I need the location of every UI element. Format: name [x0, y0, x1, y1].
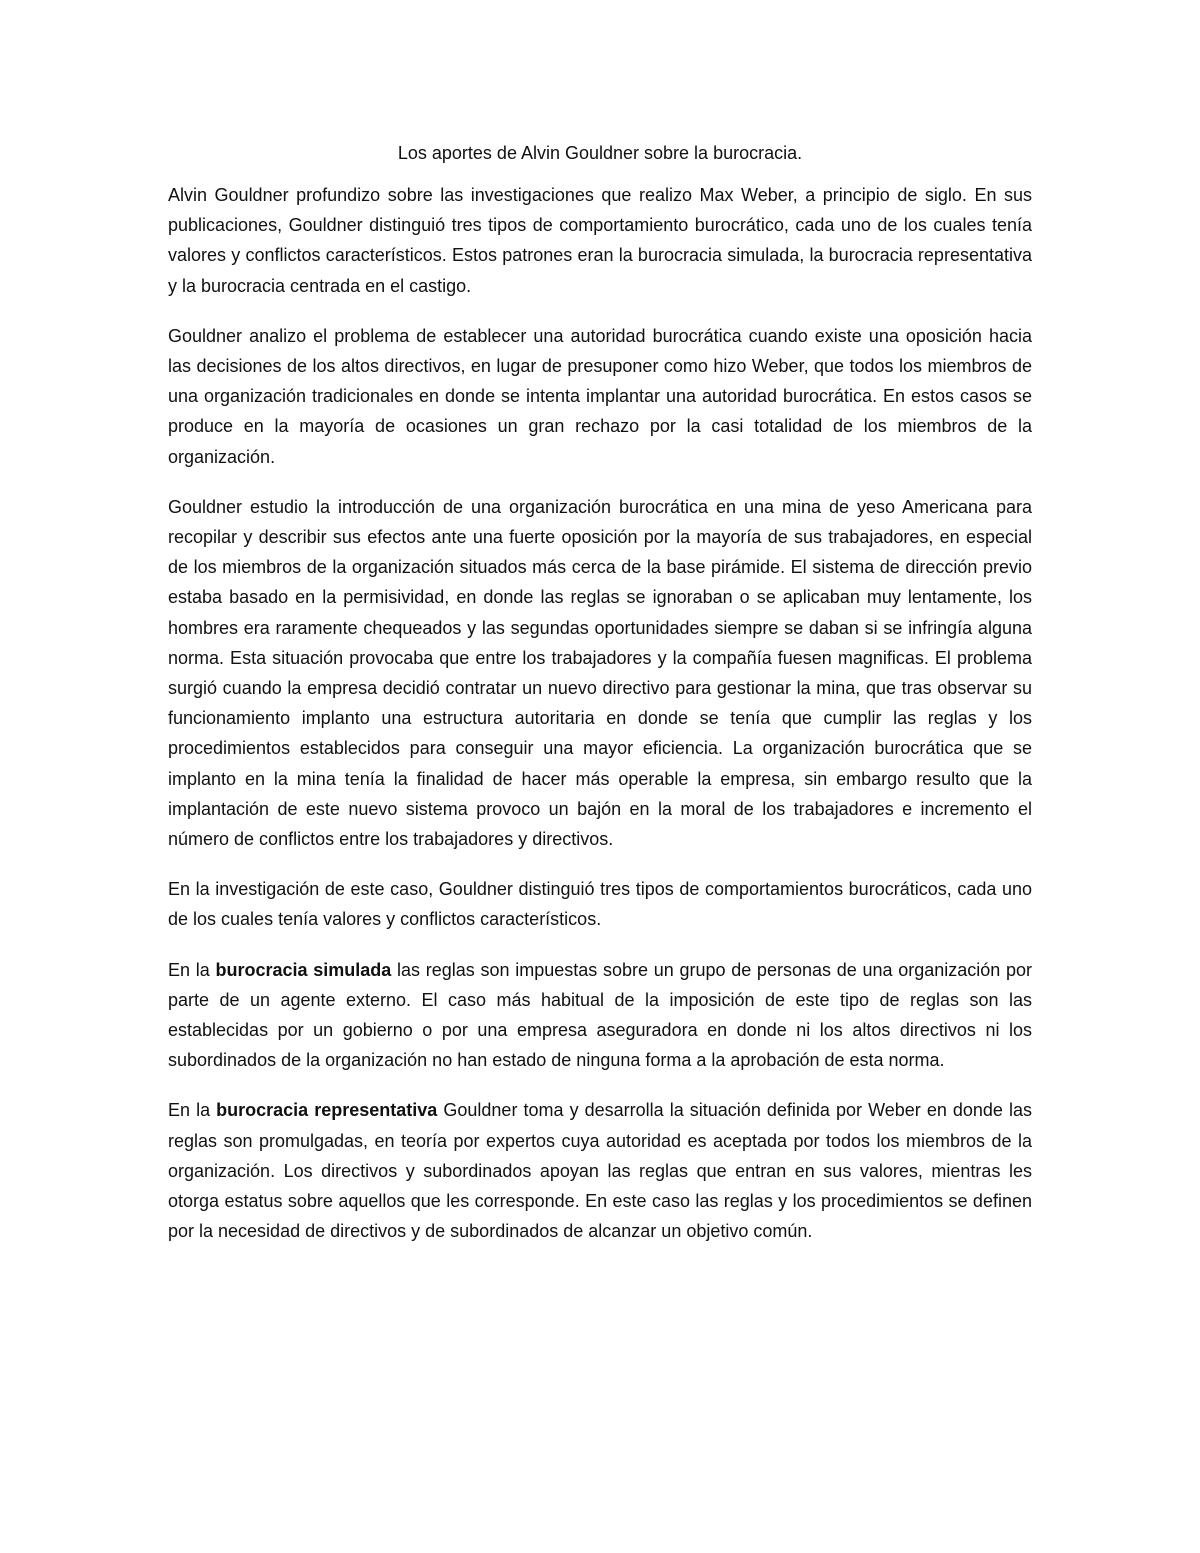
- paragraph-text: Gouldner toma y desarrolla la situación definida por Weber en donde las reglas son promulgadas, en teoría por expertos cuya autoridad es aceptada por todos los miembros de la organización. Los directivos y subordinados apoyan las reglas que entran en sus valores, mientras les otorga estatus sobre aquellos que les corresponde. En este caso las reglas y los procedimientos se definen por la necesidad de directivos y de subordinados de alcanzar un objetivo común.: [168, 1100, 1033, 1242]
- paragraph-text: las reglas son impuestas sobre un grupo de personas de una organización por parte de un agente externo. El caso más habitual de la imposición de este tipo de reglas son las establecidas por un gobierno o por una empresa aseguradora en donde ni los altos directivos ni los subordinados de la organización no han estado de ninguna forma a la aprobación de esta norma.: [168, 959, 1032, 1071]
- paragraph-simulated-bureaucracy: [168, 955, 1032, 1076]
- paragraph-gypsum-mine-case: Gouldner estudio la introducción de una organización burocrática en una mina de yeso Americana para recopilar y describir sus efectos ante una fuerte oposición por la mayoría de sus trabajadores, en especial de los miembros de la organización situados más cerca de la base pirámide. El sistema de dirección previo estaba basado en la permisividad, en donde las reglas se ignoraban o se aplicaban muy lentamente, los hombres era raramente chequeados y las segundas oportunidades siempre se daban si se infringía alguna norma. Esta situación provocaba que entre los trabajadores y la compañía fuesen magnificas. El problema surgió cuando la empresa decidió contratar un nuevo directivo para gestionar la mina, que tras observar su funcionamiento implanto una estructura autoritaria en donde se tenía que cumplir las reglas y los procedimientos establecidos para conseguir una mayor eficiencia. La organización burocrática que se implanto en la mina tenía la finalidad de hacer más operable la empresa, sin embargo resulto que la implantación de este nuevo sistema provoco un bajón en la moral de los trabajadores e incremento el número de conflictos entre los trabajadores y directivos.: [168, 496, 1032, 850]
- document-page: [168, 138, 1032, 1267]
- paragraph-text: En la: [168, 1100, 217, 1121]
- paragraph-intro: Alvin Gouldner profundizo sobre las investigaciones que realizo Max Weber, a principio de siglo. En sus publicaciones, Gouldner distinguió tres tipos de comportamiento burocrático, cada uno de los cuales tenía valores y conflictos característicos. Estos patrones eran la burocracia simulada, la burocracia representativa y la burocracia centrada en el castigo.: [168, 185, 1032, 296]
- paragraph-authority-problem: Gouldner analizo el problema de establecer una autoridad burocrática cuando existe una oposición hacia las decisiones de los altos directivos, en lugar de presuponer como hizo Weber, que todos los miembros de una organización tradicionales en donde se intenta implantar una autoridad burocrática. En estos casos se produce en la mayoría de ocasiones un gran rechazo por la casi totalidad de los miembros de la organización.: [168, 325, 1032, 467]
- document-title: Los aportes de Alvin Gouldner sobre la burocracia.: [397, 143, 803, 163]
- paragraph-text: En la: [168, 959, 216, 980]
- term-simulated-bureaucracy: burocracia simulada: [215, 959, 392, 980]
- paragraph-representative-bureaucracy: [168, 1095, 1032, 1246]
- paragraph-three-types: En la investigación de este caso, Gouldner distinguió tres tipos de comportamientos burocráticos, cada uno de los cuales tenía valores y conflictos característicos.: [168, 879, 1032, 930]
- term-representative-bureaucracy: burocracia representativa: [216, 1100, 438, 1121]
